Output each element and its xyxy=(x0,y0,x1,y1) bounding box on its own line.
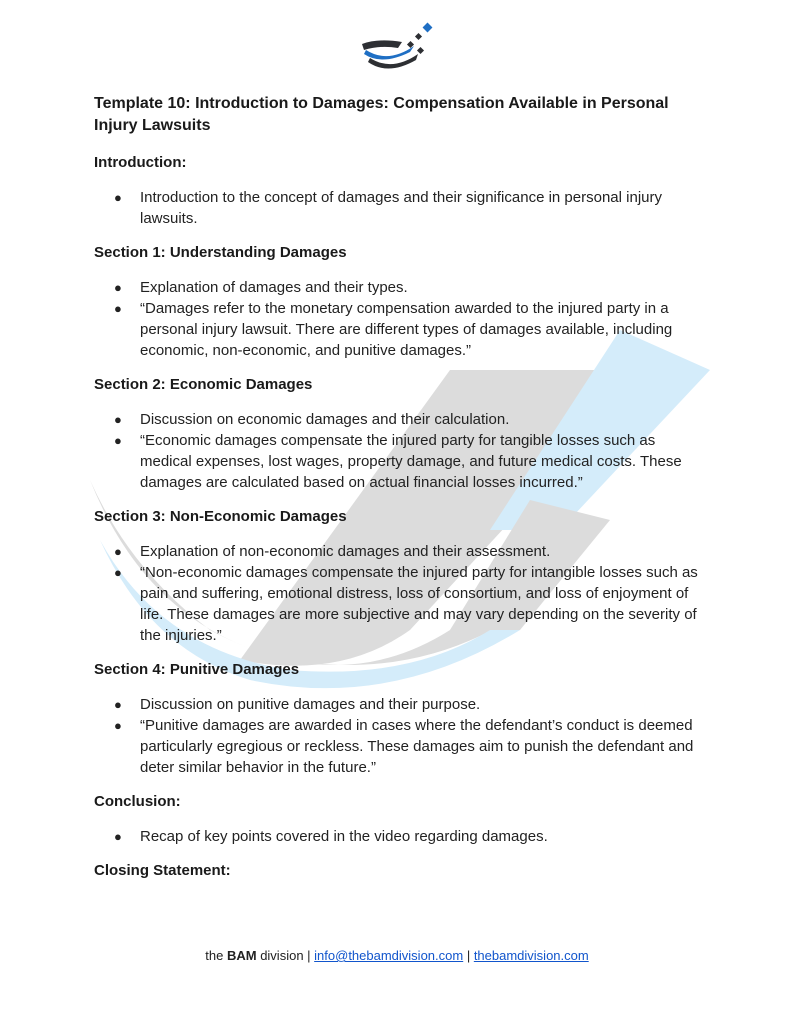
list-item xyxy=(94,277,704,298)
bullet-list xyxy=(94,277,704,361)
list-item xyxy=(94,694,704,715)
document-body xyxy=(94,93,704,895)
section-heading: Section 1: Understanding Damages xyxy=(94,244,347,261)
logo-dark-square-3 xyxy=(417,47,424,54)
footer-website-link[interactable]: thebamdivision.com xyxy=(473,948,589,963)
footer-brand-rest: division | xyxy=(256,948,315,963)
section-heading: Closing Statement: xyxy=(94,862,231,879)
list-item-text: Explanation of non-economic damages and their assessment. xyxy=(140,543,551,560)
list-item-text: “Damages refer to the monetary compensation awarded to the injured party in a personal injury lawsuit. There are different types of damages available, including economic, non-economic, and punitive damages.” xyxy=(140,300,673,359)
bullet-dot-icon: ● xyxy=(114,697,122,712)
list-item xyxy=(94,430,704,493)
bullet-dot-icon: ● xyxy=(114,301,122,316)
list-item-text: Introduction to the concept of damages and their significance in personal injury lawsuits. xyxy=(140,189,662,227)
logo-dark-swoosh-top xyxy=(362,40,402,50)
section-heading: Introduction: xyxy=(94,154,187,171)
list-item-text: Recap of key points covered in the video regarding damages. xyxy=(140,828,548,845)
bullet-dot-icon: ● xyxy=(114,565,122,580)
footer-separator: | xyxy=(463,948,474,963)
bullet-list xyxy=(94,187,704,229)
logo-dark-square-1 xyxy=(415,33,422,40)
section-heading: Section 2: Economic Damages xyxy=(94,376,313,393)
bullet-dot-icon: ● xyxy=(114,433,122,448)
list-item xyxy=(94,826,704,847)
list-item xyxy=(94,409,704,430)
list-item-text: Discussion on punitive damages and their purpose. xyxy=(140,696,481,713)
sections-container xyxy=(94,153,704,881)
footer xyxy=(0,948,794,963)
list-item xyxy=(94,541,704,562)
list-item-text: Explanation of damages and their types. xyxy=(140,279,408,296)
bullet-dot-icon: ● xyxy=(114,718,122,733)
list-item-text: “Punitive damages are awarded in cases where the defendant’s conduct is deemed particularly egregious or reckless. These damages aim to punish the defendant and deter similar behavior in the future.” xyxy=(140,717,694,776)
bam-logo xyxy=(358,22,436,76)
bullet-list xyxy=(94,694,704,778)
bullet-dot-icon: ● xyxy=(114,544,122,559)
list-item xyxy=(94,298,704,361)
bullet-dot-icon: ● xyxy=(114,190,122,205)
list-item-text: Discussion on economic damages and their calculation. xyxy=(140,411,510,428)
bullet-list xyxy=(94,826,704,847)
section-heading: Conclusion: xyxy=(94,793,181,810)
section-heading: Section 3: Non-Economic Damages xyxy=(94,508,347,525)
list-item-text: “Non-economic damages compensate the injured party for intangible losses such as pain and suffering, emotional distress, loss of consortium, and loss of enjoyment of life. These damages are more subjective and may vary depending on the severity of the injuries.” xyxy=(140,564,698,644)
list-item xyxy=(94,562,704,646)
list-item-text: “Economic damages compensate the injured party for tangible losses such as medical expenses, lost wages, property damage, and future medical costs. These damages are calculated based on actual financial losses incurred.” xyxy=(140,432,682,491)
bullet-list xyxy=(94,541,704,646)
footer-brand-bold: BAM xyxy=(226,948,257,963)
bullet-dot-icon: ● xyxy=(114,412,122,427)
list-item xyxy=(94,715,704,778)
footer-email-link[interactable]: info@thebamdivision.com xyxy=(314,948,464,963)
document-title: Template 10: Introduction to Damages: Compensation Available in Personal Injury Lawsuits xyxy=(94,95,669,134)
footer-prefix: the xyxy=(205,948,227,963)
section-heading: Section 4: Punitive Damages xyxy=(94,661,300,678)
list-item xyxy=(94,187,704,229)
logo-blue-square-top xyxy=(423,23,433,33)
bullet-list xyxy=(94,409,704,493)
bullet-dot-icon: ● xyxy=(114,829,122,844)
bullet-dot-icon: ● xyxy=(114,280,122,295)
